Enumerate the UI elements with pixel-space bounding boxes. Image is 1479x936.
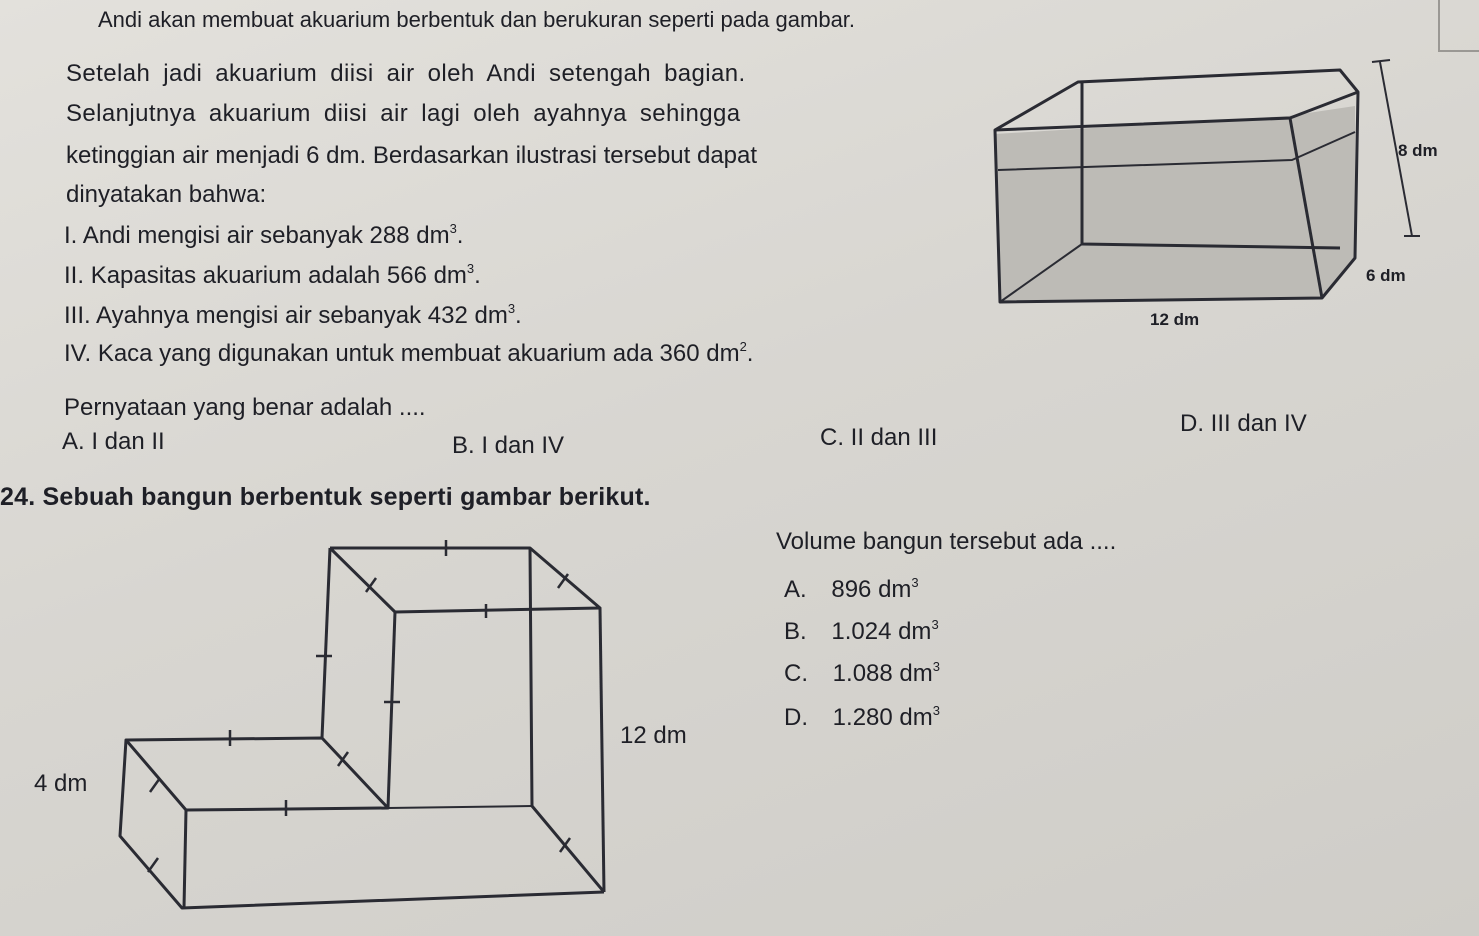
q23-option-a[interactable]: A. I dan II [62,428,165,455]
q24-option-c-letter: C. [784,660,808,687]
statement-4-number: IV. [64,340,92,367]
q24-option-d[interactable] [784,704,940,732]
q24-prompt: Volume bangun tersebut ada .... [776,528,1117,555]
statement-2-exponent: 3 [466,261,475,276]
q24-option-b[interactable] [784,618,939,646]
q24-option-a[interactable] [784,576,919,604]
statement-1-number: I. [64,222,78,249]
q23-option-c[interactable]: C. II dan III [820,424,938,451]
q23-line-3: Selanjutnya akuarium diisi air lagi oleh ayahnya sehingga [66,100,741,127]
q24-option-c[interactable] [784,660,940,688]
q23-option-b[interactable]: B. I dan IV [452,432,565,459]
q23-line-2: Setelah jadi akuarium diisi air oleh Andi setengah bagian. [66,60,746,87]
aquarium-height-label: 8 dm [1398,141,1438,160]
q24-option-a-value: 896 dm [831,576,912,603]
statement-3-text: Ayahnya mengisi air sebanyak 432 dm [96,302,508,329]
aquarium-length-label: 12 dm [1150,310,1200,329]
statement-2-number: II. [64,262,85,289]
statement-1-end: . [456,222,464,249]
statement-3-exponent: 3 [507,301,516,316]
statement-2-end: . [474,262,481,289]
statement-1-text: Andi mengisi air sebanyak 288 dm [82,222,450,249]
q24-option-b-value: 1.024 dm [831,618,932,645]
q24-option-b-exponent: 3 [931,617,939,632]
q23-line-1: Andi akan membuat akuarium berbentuk dan berukuran seperti pada gambar. [98,7,856,32]
statement-3-end: . [515,302,522,329]
statement-4-end: . [746,340,754,367]
q24-option-b-letter: B. [784,618,807,645]
aquarium-depth-label: 6 dm [1366,266,1406,285]
q24-option-c-exponent: 3 [932,659,940,674]
q24-option-a-exponent: 3 [911,575,919,590]
statement-4-exponent: 2 [739,339,747,354]
q24-option-c-value: 1.088 dm [832,660,933,687]
q23-prompt: Pernyataan yang benar adalah .... [64,394,426,421]
q24-option-a-letter: A. [784,576,807,603]
q23-line-4: ketinggian air menjadi 6 dm. Berdasarkan ilustrasi tersebut dapat [66,142,758,169]
statement-2-text: Kapasitas akuarium adalah 566 dm [90,262,467,289]
statement-1-exponent: 3 [449,221,457,236]
q24-option-d-value: 1.280 dm [832,704,933,731]
q24-option-d-exponent: 3 [932,703,940,718]
q24-option-d-letter: D. [784,704,808,731]
solid-height-label: 12 dm [620,722,687,749]
q23-line-5: dinyatakan bahwa: [66,181,267,208]
solid-side-label: 4 dm [34,770,88,797]
q24-title: 24. Sebuah bangun berbentuk seperti gambar berikut. [0,483,651,511]
statement-4-text: Kaca yang digunakan untuk membuat akuarium ada 360 dm [97,340,740,367]
statement-3-number: III. [64,302,91,329]
q23-option-d[interactable]: D. III dan IV [1180,410,1307,437]
